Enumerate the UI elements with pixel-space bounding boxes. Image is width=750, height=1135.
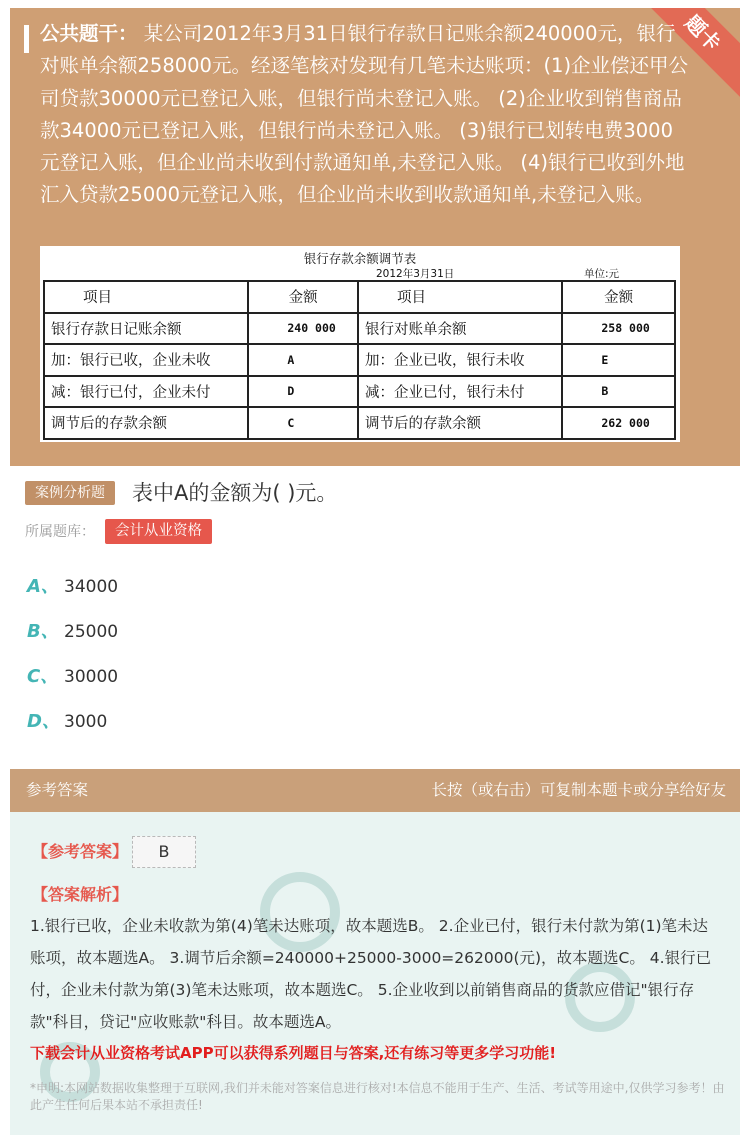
header-cell: 项目 xyxy=(358,281,562,313)
table-cell: 减：银行已付，企业未付 xyxy=(44,376,248,408)
table-cell: 加：企业已收，银行未收 xyxy=(358,344,562,376)
option-value: 3000 xyxy=(64,712,108,732)
share-hint[interactable]: 长按（或右击）可复制本题卡或分享给好友 xyxy=(431,781,726,799)
option-a[interactable] xyxy=(27,572,119,602)
table-cell: 调节后的存款余额 xyxy=(44,407,248,439)
stem-accent-bar xyxy=(24,25,29,53)
table-cell: 减：企业已付，银行未付 xyxy=(358,376,562,408)
question-title: 表中A的金额为( )元。 xyxy=(132,481,338,505)
table-cell: D xyxy=(248,376,358,408)
table-cell: C xyxy=(248,407,358,439)
option-value: 25000 xyxy=(64,622,119,642)
table-cell: A xyxy=(248,344,358,376)
table-row xyxy=(44,313,675,345)
option-c[interactable] xyxy=(27,662,119,692)
analysis-label: 【答案解析】 xyxy=(32,885,129,904)
table-row xyxy=(44,376,675,408)
option-letter: C、 xyxy=(27,666,59,687)
disclaimer: *申明:本网站数据收集整理于互联网,我们并未能对答案信息进行核对!本信息不能用于生产、生活、考试等用途中,仅供学习参考！由此产生任何后果本站不承担责任! xyxy=(30,1081,725,1112)
analysis-text: 1.银行已收，企业未收款为第(4)笔未达账项，故本题选B。 2.企业已付，银行未付款为第(1)笔未达账项，故本题选A。 3.调节后余额=240000+25000-3000=262000(元)，故本题选C。 4.银行已付，企业未付款为第(3)笔未达账项，故本题选C。 5.企业收到以前销售商品的货款应借记"银行存款"科目，贷记"应收账款"科目。故本题选A。 xyxy=(30,917,712,1031)
table-cell: 240 000 xyxy=(248,313,358,345)
table-cell: 262 000 xyxy=(562,407,675,439)
table-cell: B xyxy=(562,376,675,408)
app-download-promo[interactable]: 下载会计从业资格考试APP可以获得系列题目与答案,还有练习等更多学习功能! xyxy=(30,1044,557,1062)
stem-label: 公共题干： xyxy=(40,22,138,45)
stem-card xyxy=(10,8,740,466)
stem-body: 某公司2012年3月31日银行存款日记账余额240000元，银行对账单余额258000元。经逐笔核对发现有几笔未达账项：(1)企业偿还甲公司贷款30000元已登记入账，但银行尚未登记入账。 (2)企业收到销售商品款34000元已登记入账，但银行尚未登记入账。 (3)银行已划转电费3000元登记入账，但企业尚未收到付款通知单,未登记入账。 (4)银行已收到外地汇入贷款25000元登记入账，但企业尚未收到收款通知单,未登记入账。 xyxy=(40,22,689,207)
question-bank-label: 所属题库： xyxy=(25,524,95,540)
table-row xyxy=(44,407,675,439)
table-unit: 单位:元 xyxy=(584,268,620,280)
table-header-row xyxy=(44,281,675,313)
answer-body xyxy=(10,812,740,1135)
stem-text xyxy=(40,18,690,212)
table-cell: 258 000 xyxy=(562,313,675,345)
table-cell: 调节后的存款余额 xyxy=(358,407,562,439)
table-cell: 加：银行已收，企业未收 xyxy=(44,344,248,376)
question-bank-tag[interactable]: 会计从业资格 xyxy=(105,519,212,544)
option-letter: B、 xyxy=(27,621,59,642)
table-date: 2012年3月31日 xyxy=(376,268,455,280)
question-type-badge: 案例分析题 xyxy=(25,481,115,505)
option-d[interactable] xyxy=(27,707,108,737)
table-row xyxy=(44,344,675,376)
header-cell: 金额 xyxy=(562,281,675,313)
answer-header xyxy=(10,769,740,812)
table-cell: E xyxy=(562,344,675,376)
option-value: 34000 xyxy=(64,577,119,597)
option-value: 30000 xyxy=(64,667,119,687)
reference-answer-value: B xyxy=(132,836,196,868)
header-cell: 项目 xyxy=(44,281,248,313)
option-b[interactable] xyxy=(27,617,119,647)
reference-answer-label: 【参考答案】 xyxy=(32,842,129,861)
answer-header-title: 参考答案 xyxy=(26,781,89,799)
table-cell: 银行对账单余额 xyxy=(358,313,562,345)
corner-tag[interactable]: 题卡 xyxy=(637,8,740,99)
reconciliation-table-image xyxy=(40,246,680,442)
header-cell: 金额 xyxy=(248,281,358,313)
reconciliation-table xyxy=(43,280,676,440)
table-title: 银行存款余额调节表 xyxy=(303,251,417,266)
option-letter: A、 xyxy=(27,576,59,597)
table-cell: 银行存款日记账余额 xyxy=(44,313,248,345)
option-letter: D、 xyxy=(27,711,60,732)
